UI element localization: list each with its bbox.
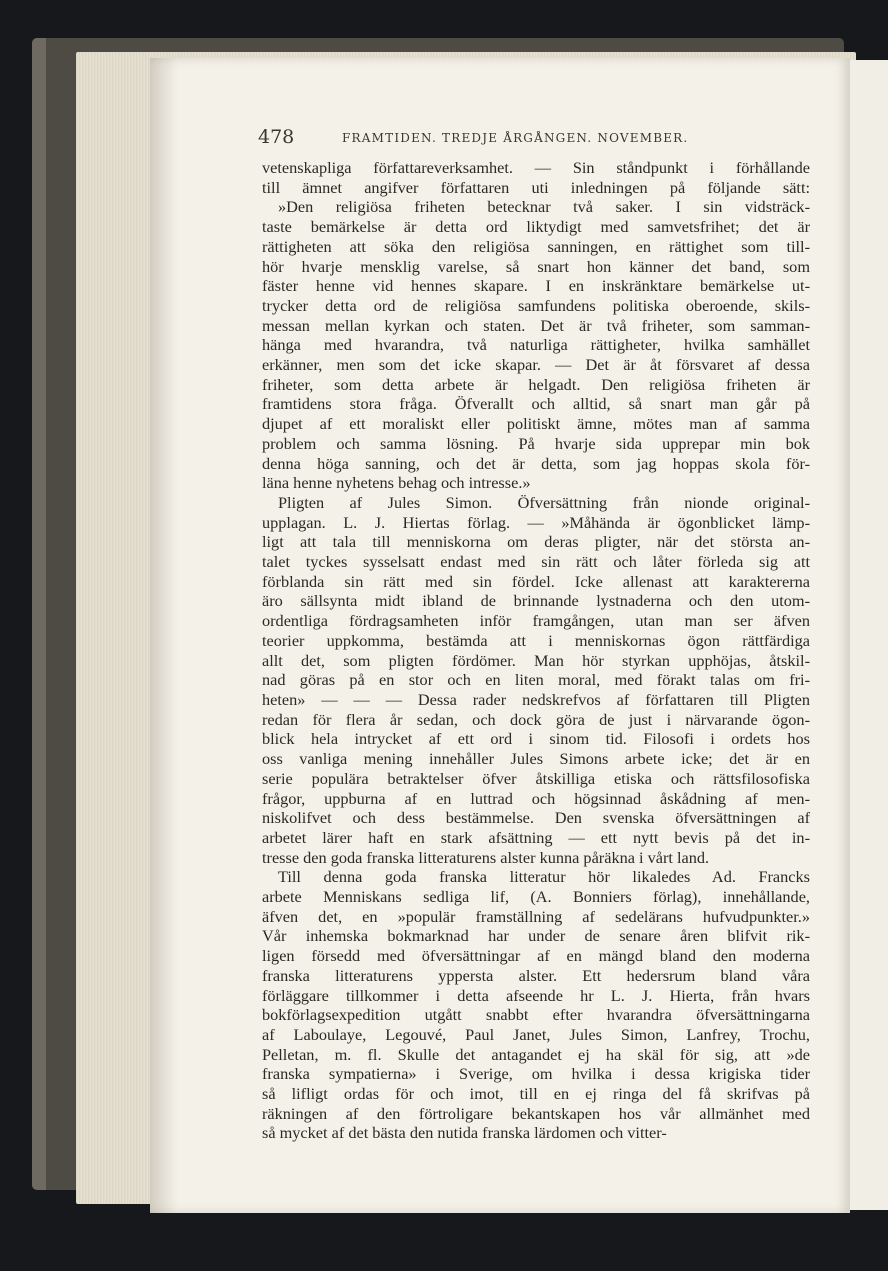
text-line: trycker detta ord de religiösa samfundens politiska oberoende, skils-	[262, 295, 810, 315]
text-line: talet tyckes sysselsatt endast med sin rätt och låter förleda sig att	[262, 552, 810, 572]
text-line: franska litteraturens yppersta alster. Ett hedersrum bland våra	[262, 965, 810, 985]
text-line: »Den religiösa friheten betecknar två saker. I sin vidsträck-	[278, 197, 810, 217]
text-line: taste bemärkelse är detta ord liktydigt med samvetsfrihet; det är	[262, 217, 810, 237]
book-spine-edge	[32, 38, 46, 1190]
body-text	[262, 158, 810, 1143]
text-line: vetenskapliga författareverksamhet. — Sin ståndpunkt i förhållande	[262, 158, 810, 177]
text-line: förblanda sin rätt med sin fördel. Icke allenast att karaktererna	[262, 571, 810, 591]
text-line: ordentliga fördragsamheten inför framgången, utan man ser äfven	[262, 611, 810, 631]
text-line: rättigheten att söka den religiösa sanningen, en rättighet som till-	[262, 236, 810, 256]
text-line: niskolifvet och dess bestämmelse. Den svenska öfversättningen af	[262, 808, 810, 828]
text-line: Till denna goda franska litteratur hör likaledes Ad. Francks	[278, 867, 810, 887]
text-line: blick hela intrycket af ett ord i sinom tid. Filosofi i ordets hos	[262, 729, 810, 749]
text-line: franska sympatierna» i Sverige, om hvilka i dessa krigiska tider	[262, 1064, 810, 1084]
text-line: ligen försedd med öfversättningar af en mängd bland den moderna	[262, 946, 810, 966]
text-line: så lifligt ordas för och imot, till en ej ringa del få skrifvas på	[262, 1084, 810, 1104]
text-line: af Laboulaye, Legouvé, Paul Janet, Jules Simon, Lanfrey, Trochu,	[262, 1024, 810, 1044]
text-line: nad göras på en stor och en liten moral, med förakt talas om fri-	[262, 670, 810, 690]
facing-page-edge	[848, 60, 888, 1210]
text-line: fäster henne vid hennes skapare. I en inskränktare bemärkelse ut-	[262, 276, 810, 296]
text-line: allt det, som pligten fördömer. Man hör styrkan upphöjas, åtskil-	[262, 650, 810, 670]
text-line: så mycket af det bästa den nutida franska lärdomen och vitter-	[262, 1123, 667, 1143]
text-line: Pelletan, m. fl. Skulle det antagandet ej ha skäl för sig, att »de	[262, 1044, 810, 1064]
text-line: frågor, uppburna af en luttrad och högsinnad åskådning af men-	[262, 788, 810, 808]
text-line: oss vanliga mening innehåller Jules Simons arbete icke; det är en	[262, 749, 810, 769]
text-line: räkningen af den förtroligare bekantskapen hos vår allmänhet med	[262, 1103, 810, 1123]
page-gutter-shadow	[150, 58, 178, 1213]
text-line: messan mellan kyrkan och staten. Det är två friheter, som samman-	[262, 315, 810, 335]
text-line: äfven det, en »populär framställning af sedelärans hufvudpunkter.»	[262, 906, 810, 926]
text-line: arbetet lärer haft en stark afsättning — ett nytt bevis på det in-	[262, 827, 810, 847]
running-head: FRAMTIDEN. TREDJE ÅRGÅNGEN. NOVEMBER.	[342, 131, 689, 145]
text-line: teorier uppkomma, bestämda att i menniskornas ögon rättfärdiga	[262, 630, 810, 650]
text-line: ligt att tala till menniskorna om deras pligter, när det största an-	[262, 532, 810, 552]
page-number: 478	[258, 126, 295, 148]
text-line: framtidens stora fråga. Öfverallt och alltid, så snart man går på	[262, 394, 810, 414]
text-line: denna höga sanning, och det är detta, som jag hoppas skola för-	[262, 453, 810, 473]
text-line: friheter, som detta arbete är helgadt. Den religiösa friheten är	[262, 374, 810, 394]
text-line: förläggare tillkommer i detta afseende hr L. J. Hierta, från hvars	[262, 985, 810, 1005]
text-line: arbete Menniskans sedliga lif, (A. Bonniers förlag), innehållande,	[262, 887, 810, 907]
text-line: Pligten af Jules Simon. Öfversättning från nionde original-	[278, 492, 810, 512]
text-line: läna henne nyhetens behag och intresse.»	[262, 473, 531, 493]
text-line: Vår inhemska bokmarknad har under de senare åren blifvit rik-	[262, 926, 810, 946]
text-line: serie populära betraktelser öfver åtskilliga etiska och rättsfilosofiska	[262, 768, 810, 788]
text-line: redan för flera år sedan, och dock göra de just i närvarande ögon-	[262, 709, 810, 729]
text-line: hänga med hvarandra, två naturliga rättigheter, hvilka samhället	[262, 335, 810, 355]
text-line: äro sällsynta midt ibland de brinnande lystnaderna och den utom-	[262, 591, 810, 611]
text-line: heten» — — — Dessa rader nedskrefvos af författaren till Pligten	[262, 689, 810, 709]
text-line: erkänner, men som det icke skapar. — Det är åt försvaret af dessa	[262, 355, 810, 375]
page-header	[258, 126, 810, 152]
text-line: tresse den goda franska litteraturens alster kunna påräkna i vårt land.	[262, 847, 710, 867]
text-line: till ämnet angifver författaren uti inledningen på följande sätt:	[262, 177, 810, 197]
text-line: bokförlagsexpedition utgått snabbt efter hvarandra öfversättningarna	[262, 1005, 810, 1025]
text-line: upplagan. L. J. Hiertas förlag. — »Måhända är ögonblicket lämp-	[262, 512, 810, 532]
text-line: problem och samma lösning. På hvarje sida upprepar min bok	[262, 433, 810, 453]
text-line: djupet af ett moraliskt eller politiskt ämne, mötes man af samma	[262, 414, 810, 434]
text-line: hör hvarje mensklig varelse, så snart hon känner det band, som	[262, 256, 810, 276]
